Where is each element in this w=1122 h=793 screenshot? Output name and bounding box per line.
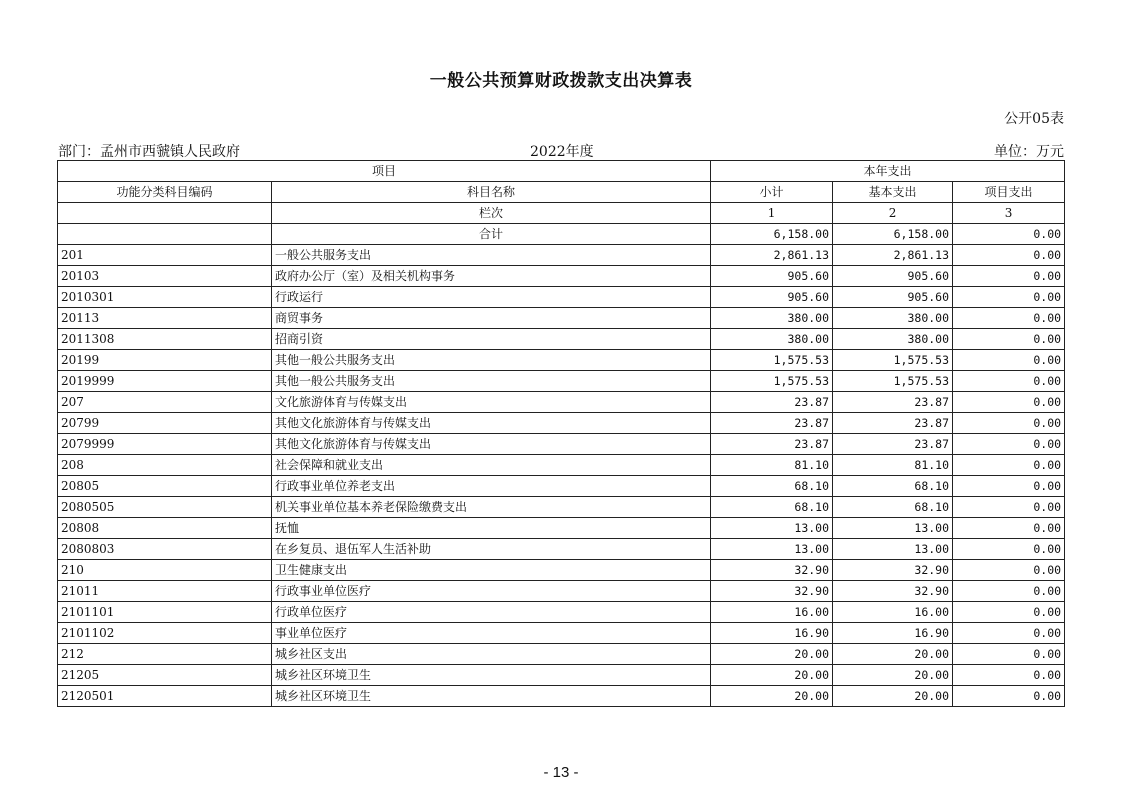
table-row <box>58 308 1065 329</box>
row-name: 行政运行 <box>272 287 711 308</box>
budget-table <box>57 160 1065 707</box>
row-code: 2101101 <box>58 602 272 623</box>
row-project: 0.00 <box>953 665 1065 686</box>
row-code: 21205 <box>58 665 272 686</box>
row-name: 行政单位医疗 <box>272 602 711 623</box>
row-basic: 13.00 <box>833 539 953 560</box>
row-code: 20808 <box>58 518 272 539</box>
row-name: 商贸事务 <box>272 308 711 329</box>
row-name: 卫生健康支出 <box>272 560 711 581</box>
table-row <box>58 371 1065 392</box>
row-subtotal: 1,575.53 <box>711 371 833 392</box>
row-code: 2079999 <box>58 434 272 455</box>
header-current-year: 本年支出 <box>711 161 1065 182</box>
row-name: 抚恤 <box>272 518 711 539</box>
row-basic: 20.00 <box>833 665 953 686</box>
row-project: 0.00 <box>953 602 1065 623</box>
row-subtotal: 2,861.13 <box>711 245 833 266</box>
table-row <box>58 329 1065 350</box>
table-row <box>58 497 1065 518</box>
row-project: 0.00 <box>953 581 1065 602</box>
header-code: 功能分类科目编码 <box>58 182 272 203</box>
row-basic: 16.00 <box>833 602 953 623</box>
row-subtotal: 905.60 <box>711 287 833 308</box>
row-name: 城乡社区环境卫生 <box>272 665 711 686</box>
row-project: 0.00 <box>953 266 1065 287</box>
row-basic: 23.87 <box>833 392 953 413</box>
fiscal-year-label: 2022年度 <box>530 144 594 160</box>
table-row <box>58 665 1065 686</box>
row-name: 事业单位医疗 <box>272 623 711 644</box>
row-basic: 20.00 <box>833 644 953 665</box>
row-name: 城乡社区支出 <box>272 644 711 665</box>
row-code: 2019999 <box>58 371 272 392</box>
row-subtotal: 32.90 <box>711 581 833 602</box>
row-basic: 1,575.53 <box>833 350 953 371</box>
row-basic: 23.87 <box>833 434 953 455</box>
table-row <box>58 476 1065 497</box>
table-row <box>58 455 1065 476</box>
row-project: 0.00 <box>953 455 1065 476</box>
row-code: 2120501 <box>58 686 272 707</box>
row-project: 0.00 <box>953 413 1065 434</box>
row-subtotal: 13.00 <box>711 518 833 539</box>
row-project: 0.00 <box>953 539 1065 560</box>
row-subtotal: 23.87 <box>711 413 833 434</box>
row-basic: 32.90 <box>833 581 953 602</box>
row-code: 210 <box>58 560 272 581</box>
row-subtotal: 20.00 <box>711 665 833 686</box>
row-name: 行政事业单位医疗 <box>272 581 711 602</box>
row-code: 207 <box>58 392 272 413</box>
row-code: 20805 <box>58 476 272 497</box>
row-subtotal: 1,575.53 <box>711 350 833 371</box>
row-code: 20799 <box>58 413 272 434</box>
table-row <box>58 602 1065 623</box>
row-code: 208 <box>58 455 272 476</box>
row-basic: 32.90 <box>833 560 953 581</box>
row-name: 其他一般公共服务支出 <box>272 371 711 392</box>
row-code: 2011308 <box>58 329 272 350</box>
table-row <box>58 644 1065 665</box>
row-subtotal: 23.87 <box>711 392 833 413</box>
header-project: 项目支出 <box>953 182 1065 203</box>
row-basic: 905.60 <box>833 287 953 308</box>
table-row <box>58 686 1065 707</box>
row-name: 机关事业单位基本养老保险缴费支出 <box>272 497 711 518</box>
row-project: 0.00 <box>953 644 1065 665</box>
row-code: 2080803 <box>58 539 272 560</box>
row-basic: 905.60 <box>833 266 953 287</box>
row-subtotal: 32.90 <box>711 560 833 581</box>
row-project: 0.00 <box>953 434 1065 455</box>
row-code: 2080505 <box>58 497 272 518</box>
row-subtotal: 16.90 <box>711 623 833 644</box>
row-basic: 16.90 <box>833 623 953 644</box>
row-subtotal: 20.00 <box>711 644 833 665</box>
table-row <box>58 245 1065 266</box>
header-row-3 <box>58 203 1065 224</box>
row-subtotal: 20.00 <box>711 686 833 707</box>
row-code: 20113 <box>58 308 272 329</box>
row-project: 0.00 <box>953 371 1065 392</box>
row-project: 0.00 <box>953 623 1065 644</box>
row-basic: 2,861.13 <box>833 245 953 266</box>
table-row <box>58 392 1065 413</box>
row-basic: 68.10 <box>833 476 953 497</box>
table-row <box>58 266 1065 287</box>
row-project: 0.00 <box>953 686 1065 707</box>
row-project: 0.00 <box>953 245 1065 266</box>
row-name: 政府办公厅（室）及相关机构事务 <box>272 266 711 287</box>
row-code: 2101102 <box>58 623 272 644</box>
row-basic: 23.87 <box>833 413 953 434</box>
table-row <box>58 350 1065 371</box>
table-row <box>58 539 1065 560</box>
header-basic: 基本支出 <box>833 182 953 203</box>
form-number: 公开05表 <box>1004 111 1064 127</box>
row-project: 0.00 <box>953 518 1065 539</box>
header-row-1 <box>58 161 1065 182</box>
row-code: 201 <box>58 245 272 266</box>
unit-label: 单位：万元 <box>994 144 1064 160</box>
row-subtotal: 380.00 <box>711 308 833 329</box>
row-project: 0.00 <box>953 392 1065 413</box>
empty-cell <box>58 203 272 224</box>
row-name: 其他一般公共服务支出 <box>272 350 711 371</box>
row-name: 其他文化旅游体育与传媒支出 <box>272 413 711 434</box>
row-subtotal: 905.60 <box>711 266 833 287</box>
row-project: 0.00 <box>953 329 1065 350</box>
header-col-3: 3 <box>953 203 1065 224</box>
header-col-2: 2 <box>833 203 953 224</box>
row-basic: 20.00 <box>833 686 953 707</box>
header-row-2 <box>58 182 1065 203</box>
row-code: 21011 <box>58 581 272 602</box>
total-row <box>58 224 1065 245</box>
department-label: 部门：孟州市西虢镇人民政府 <box>58 144 240 160</box>
row-name: 一般公共服务支出 <box>272 245 711 266</box>
row-basic: 13.00 <box>833 518 953 539</box>
row-basic: 68.10 <box>833 497 953 518</box>
total-subtotal: 6,158.00 <box>711 224 833 245</box>
row-subtotal: 68.10 <box>711 497 833 518</box>
page-number: - 13 - <box>543 764 579 781</box>
table-row <box>58 581 1065 602</box>
row-basic: 81.10 <box>833 455 953 476</box>
total-label: 合计 <box>272 224 711 245</box>
row-basic: 380.00 <box>833 308 953 329</box>
table-row <box>58 434 1065 455</box>
row-project: 0.00 <box>953 560 1065 581</box>
row-code: 20199 <box>58 350 272 371</box>
row-name: 社会保障和就业支出 <box>272 455 711 476</box>
row-project: 0.00 <box>953 287 1065 308</box>
row-subtotal: 81.10 <box>711 455 833 476</box>
total-basic: 6,158.00 <box>833 224 953 245</box>
row-name: 行政事业单位养老支出 <box>272 476 711 497</box>
header-column-order: 栏次 <box>272 203 711 224</box>
row-subtotal: 380.00 <box>711 329 833 350</box>
table-row <box>58 560 1065 581</box>
row-project: 0.00 <box>953 350 1065 371</box>
row-project: 0.00 <box>953 308 1065 329</box>
row-subtotal: 16.00 <box>711 602 833 623</box>
row-basic: 1,575.53 <box>833 371 953 392</box>
header-subtotal: 小计 <box>711 182 833 203</box>
row-code: 2010301 <box>58 287 272 308</box>
row-name: 招商引资 <box>272 329 711 350</box>
row-basic: 380.00 <box>833 329 953 350</box>
row-name: 城乡社区环境卫生 <box>272 686 711 707</box>
row-subtotal: 68.10 <box>711 476 833 497</box>
row-code: 20103 <box>58 266 272 287</box>
empty-cell <box>58 224 272 245</box>
table-row <box>58 287 1065 308</box>
total-project: 0.00 <box>953 224 1065 245</box>
row-project: 0.00 <box>953 497 1065 518</box>
row-code: 212 <box>58 644 272 665</box>
header-item: 项目 <box>58 161 711 182</box>
header-col-1: 1 <box>711 203 833 224</box>
row-subtotal: 13.00 <box>711 539 833 560</box>
row-name: 在乡复员、退伍军人生活补助 <box>272 539 711 560</box>
table-row <box>58 623 1065 644</box>
row-project: 0.00 <box>953 476 1065 497</box>
row-name: 其他文化旅游体育与传媒支出 <box>272 434 711 455</box>
table-row <box>58 413 1065 434</box>
row-name: 文化旅游体育与传媒支出 <box>272 392 711 413</box>
table-row <box>58 518 1065 539</box>
header-name: 科目名称 <box>272 182 711 203</box>
row-subtotal: 23.87 <box>711 434 833 455</box>
page-title: 一般公共预算财政拨款支出决算表 <box>429 71 693 91</box>
